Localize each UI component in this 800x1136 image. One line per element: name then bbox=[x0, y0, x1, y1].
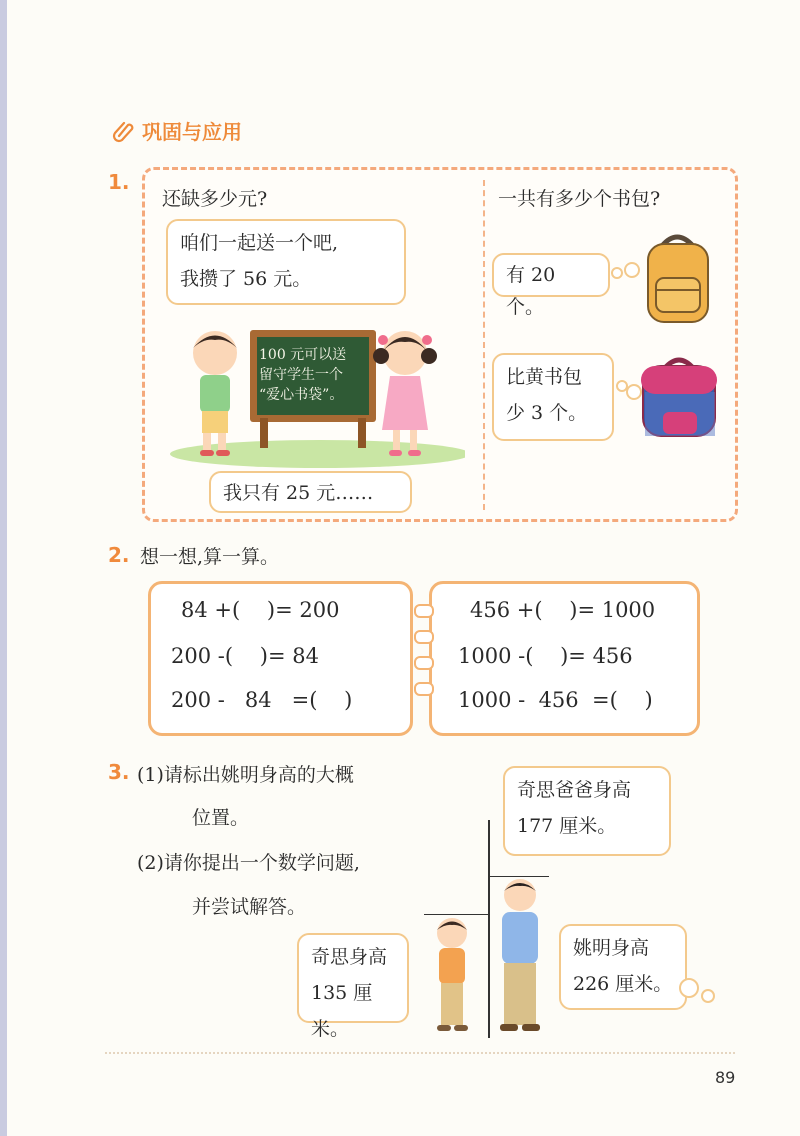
q3-part2-line1: (2)请你提出一个数学问题, bbox=[137, 852, 360, 874]
speech-bubble-yaoming bbox=[559, 924, 687, 1010]
equation: 84 +( )= 200 bbox=[181, 598, 340, 622]
equation: 1000 -( )= 456 bbox=[458, 644, 633, 668]
speech-bubble-boy bbox=[166, 219, 406, 305]
binder-ring bbox=[414, 682, 434, 696]
section-heading bbox=[112, 116, 242, 145]
bubble-text: 有 20 个。 bbox=[506, 264, 556, 318]
bubble-text: 少 3 个。 bbox=[506, 402, 588, 425]
bubble-text: 比黄书包 bbox=[506, 366, 583, 388]
binder-ring bbox=[414, 656, 434, 670]
speech-bubble-girl bbox=[209, 471, 412, 513]
q3-part2-line2: 并尝试解答。 bbox=[192, 896, 307, 918]
speech-bubble-pink-bags bbox=[492, 353, 614, 441]
section-title: 巩固与应用 bbox=[142, 120, 242, 144]
thought-dot bbox=[611, 267, 623, 279]
bubble-text: 奇思身高 bbox=[311, 946, 388, 968]
q1-left-title: 还缺多少元? bbox=[162, 188, 268, 210]
blackboard-line: 100 元可以送 bbox=[259, 347, 347, 363]
paperclip-icon bbox=[112, 119, 136, 143]
bubble-text: 我只有 25 元…… bbox=[223, 482, 374, 504]
bubble-text: 135 厘米。 bbox=[311, 982, 373, 1041]
dad-illustration bbox=[490, 877, 550, 1037]
page-number: 89 bbox=[715, 1068, 736, 1087]
blackboard-text bbox=[259, 345, 346, 405]
speech-bubble-qisi bbox=[297, 933, 409, 1041]
q1-right-title: 一共有多少个书包? bbox=[498, 188, 661, 210]
q1-number: 1. bbox=[108, 170, 130, 194]
bubble-text: 奇思爸爸身高 bbox=[517, 779, 632, 801]
bubble-text: 177 厘米。 bbox=[517, 815, 617, 838]
thought-dot bbox=[701, 989, 715, 1003]
bubble-text: 姚明身高 bbox=[573, 937, 650, 959]
q2-left-card bbox=[148, 581, 413, 736]
speech-bubble-dad bbox=[503, 766, 671, 856]
yellow-backpack-icon bbox=[640, 228, 715, 326]
qisi-boy-illustration bbox=[425, 915, 480, 1037]
footer-divider bbox=[105, 1052, 735, 1054]
blackboard-line: 留守学生一个 bbox=[259, 367, 343, 383]
pink-backpack-icon bbox=[635, 352, 723, 444]
q3-number: 3. bbox=[108, 760, 130, 784]
bubble-text: 我攒了 56 元。 bbox=[180, 268, 312, 291]
thought-dot bbox=[624, 262, 640, 278]
bubble-text: 咱们一起送一个吧, bbox=[180, 232, 339, 254]
q3-part1-line1: (1)请标出姚明身高的大概 bbox=[137, 764, 354, 786]
book-spine bbox=[0, 0, 7, 1136]
equation: 200 -( )= 84 bbox=[171, 644, 319, 668]
bubble-text: 226 厘米。 bbox=[573, 973, 673, 996]
q2-right-card bbox=[429, 581, 700, 736]
q2-title: 想一想,算一算。 bbox=[140, 546, 280, 568]
equation: 200 - 84 =( ) bbox=[171, 688, 353, 712]
thought-dot bbox=[679, 978, 699, 998]
binder-ring bbox=[414, 604, 434, 618]
binder-ring bbox=[414, 630, 434, 644]
speech-bubble-yellow-bags bbox=[492, 253, 610, 318]
q1-divider bbox=[483, 180, 485, 510]
equation: 1000 - 456 =( ) bbox=[458, 688, 653, 712]
equation: 456 +( )= 1000 bbox=[470, 598, 656, 622]
q3-part1-line2: 位置。 bbox=[192, 807, 250, 829]
blackboard-line: “爱心书袋”。 bbox=[259, 387, 344, 403]
q2-number: 2. bbox=[108, 543, 130, 567]
